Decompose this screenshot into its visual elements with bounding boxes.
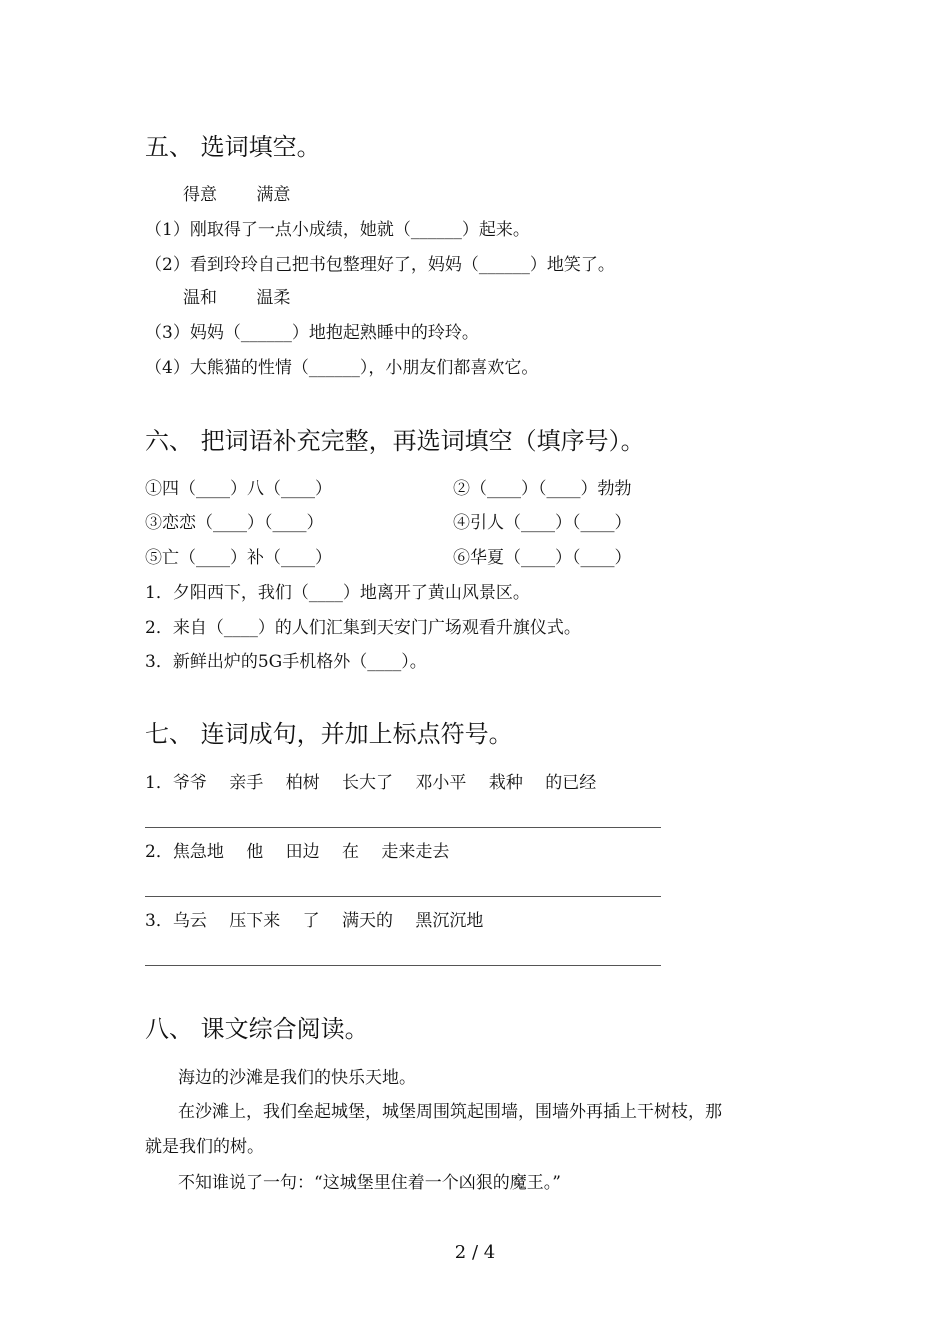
word-choices-b: 温和 温柔 <box>183 288 291 308</box>
answer-line-2 <box>145 896 661 897</box>
section-6-sentence-2: 2．来自（____）的人们汇集到天安门广场观看升旗仪式。 <box>145 618 581 638</box>
section-5-question-1: （1）刚取得了一点小成绩，她就（______）起来。 <box>145 220 530 240</box>
section-5-question-3: （3）妈妈（______）地抱起熟睡中的玲玲。 <box>145 323 479 343</box>
reading-paragraph-2-line-2: 就是我们的树。 <box>145 1137 264 1157</box>
idiom-4: ④引人（____）（____） <box>453 513 632 533</box>
page-number: 2 / 4 <box>454 1242 496 1263</box>
section-5-question-2: （2）看到玲玲自己把书包整理好了，妈妈（______）地笑了。 <box>145 255 615 275</box>
section-5-question-4: （4）大熊猫的性情（______），小朋友们都喜欢它。 <box>145 358 539 378</box>
reading-paragraph-2-line-1: 在沙滩上，我们垒起城堡，城堡周围筑起围墙，围墙外再插上干树枝，那 <box>178 1102 722 1122</box>
section-8-title: 八、 课文综合阅读。 <box>145 1015 369 1043</box>
word-choices-a: 得意 满意 <box>183 185 291 205</box>
idiom-6: ⑥华夏（____）（____） <box>453 548 632 568</box>
section-6-title: 六、 把词语补充完整，再选词填空（填序号）。 <box>145 427 645 455</box>
idiom-3: ③恋恋（____）（____） <box>145 513 324 533</box>
answer-line-3 <box>145 965 661 966</box>
section-6-sentence-1: 1．夕阳西下，我们（____）地离开了黄山风景区。 <box>145 583 530 603</box>
answer-line-1 <box>145 827 661 828</box>
section-6-sentence-3: 3．新鲜出炉的5G手机格外（____）。 <box>145 652 427 672</box>
idiom-2: ②（____）（____）勃勃 <box>453 479 632 499</box>
section-7-question-2: 2．焦急地 他 田边 在 走来走去 <box>145 842 450 862</box>
reading-paragraph-1: 海边的沙滩是我们的快乐天地。 <box>178 1068 416 1088</box>
section-7-title: 七、 连词成句，并加上标点符号。 <box>145 720 513 748</box>
reading-paragraph-3: 不知谁说了一句：“这城堡里住着一个凶狠的魔王。” <box>178 1173 561 1193</box>
section-7-question-1: 1．爷爷 亲手 柏树 长大了 邓小平 栽种 的已经 <box>145 773 597 793</box>
idiom-5: ⑤亡（____）补（____） <box>145 548 332 568</box>
section-7-question-3: 3．乌云 压下来 了 满天的 黑沉沉地 <box>145 911 484 931</box>
idiom-1: ①四（____）八（____） <box>145 479 332 499</box>
section-5-title: 五、 选词填空。 <box>145 133 321 161</box>
